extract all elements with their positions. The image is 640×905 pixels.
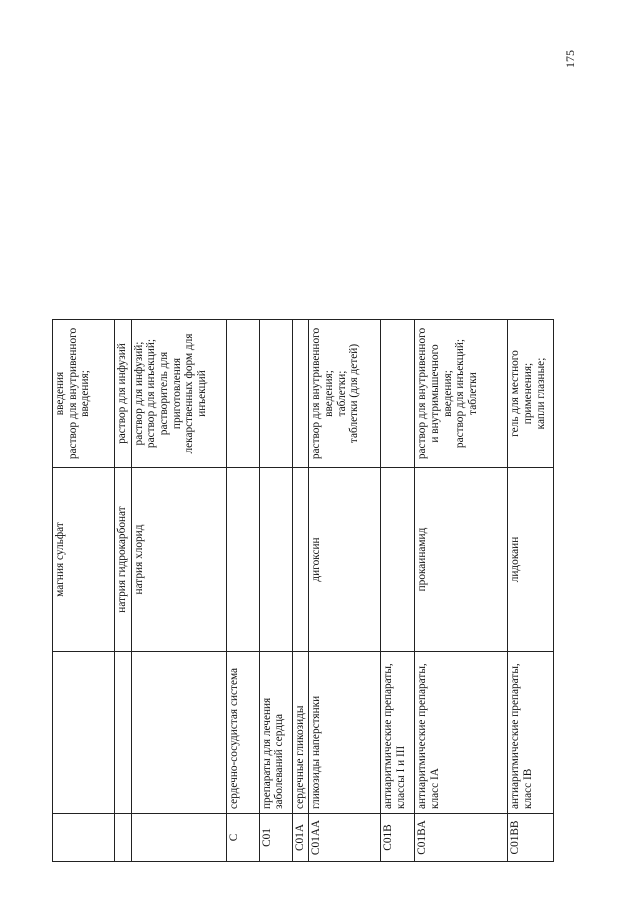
dosage-form: раствор для инъекций; <box>145 338 158 449</box>
drug-name-cell <box>381 468 415 652</box>
atc-code-cell: C <box>226 814 259 862</box>
dosage-forms-cell <box>292 320 309 468</box>
table-row <box>115 320 132 862</box>
drug-name-cell: лидокаин <box>508 468 554 652</box>
table-row <box>508 320 554 862</box>
dosage-form: раствор для инъекций; <box>454 338 467 449</box>
anatomical-therapeutic-group-cell <box>53 652 115 814</box>
dosage-form: раствор для внутривенного и внутримышечного введения; <box>416 327 454 460</box>
table-body <box>53 320 554 862</box>
table-row <box>259 320 292 862</box>
dosage-form: таблетки (для детей) <box>348 343 361 444</box>
atc-code-cell: C01BB <box>508 814 554 862</box>
drug-name-cell: прокаинамид <box>415 468 508 652</box>
dosage-forms-cell <box>115 320 132 468</box>
anatomical-therapeutic-group-cell: сердечные гликозиды <box>292 652 309 814</box>
drug-name-cell: магния сульфат <box>53 468 115 652</box>
atc-code-cell <box>131 814 226 862</box>
atc-code-cell: C01A <box>292 814 309 862</box>
table-row <box>53 320 115 862</box>
drug-name-cell: натрия гидрокарбонат <box>115 468 132 652</box>
anatomical-therapeutic-group-cell: антиаритмические препараты, классы I и III <box>381 652 415 814</box>
drug-name-cell <box>259 468 292 652</box>
table-row <box>415 320 508 862</box>
atc-code-cell: C01B <box>381 814 415 862</box>
table-row <box>292 320 309 862</box>
dosage-form: таблетки; <box>335 370 348 417</box>
anatomical-therapeutic-group-cell: препараты для лечения заболеваний сердца <box>259 652 292 814</box>
table-row <box>131 320 226 862</box>
table-row <box>381 320 415 862</box>
anatomical-therapeutic-group-cell: антиаритмические препараты, класс IB <box>508 652 554 814</box>
dosage-form: капли глазные; <box>534 357 547 430</box>
anatomical-therapeutic-group-cell <box>131 652 226 814</box>
drug-name-cell: дигоксин <box>309 468 381 652</box>
dosage-forms-cell <box>226 320 259 468</box>
dosage-forms-cell <box>259 320 292 468</box>
atc-code-cell: C01AA <box>309 814 381 862</box>
table-row <box>226 320 259 862</box>
dosage-form: раствор для внутривенного введения; <box>310 327 335 460</box>
dosage-form: гель для местного применения; <box>509 350 534 437</box>
dosage-forms-cell <box>131 320 226 468</box>
dosage-form: введения <box>54 371 66 416</box>
drug-name-cell: натрия хлорид <box>131 468 226 652</box>
dosage-forms-cell <box>381 320 415 468</box>
drug-name-cell <box>226 468 259 652</box>
atc-code-cell <box>115 814 132 862</box>
dosage-form: раствор для инфузий; <box>132 341 145 446</box>
dosage-forms-cell <box>309 320 381 468</box>
atc-code-cell <box>53 814 115 862</box>
atc-code-cell: C01 <box>259 814 292 862</box>
atc-drug-table <box>52 319 554 862</box>
dosage-form: таблетки <box>466 372 479 415</box>
dosage-form: раствор для инфузий <box>116 343 128 444</box>
anatomical-therapeutic-group-cell: гликозиды наперстянки <box>309 652 381 814</box>
dosage-form: растворитель для приготовления лекарственных форм для инъекций <box>157 333 208 454</box>
drug-name-cell <box>292 468 309 652</box>
dosage-forms-cell <box>53 320 115 468</box>
atc-code-cell: C01BA <box>415 814 508 862</box>
dosage-form: раствор для внутривенного введения; <box>66 327 92 460</box>
anatomical-therapeutic-group-cell <box>115 652 132 814</box>
drug-table-rotated <box>52 320 569 862</box>
anatomical-therapeutic-group-cell: антиаритмические препараты, класс IA <box>415 652 508 814</box>
dosage-forms-cell <box>508 320 554 468</box>
anatomical-therapeutic-group-cell: сердечно-сосудистая система <box>226 652 259 814</box>
table-row <box>309 320 381 862</box>
dosage-forms-cell <box>415 320 508 468</box>
page-number: 175 <box>563 50 577 68</box>
